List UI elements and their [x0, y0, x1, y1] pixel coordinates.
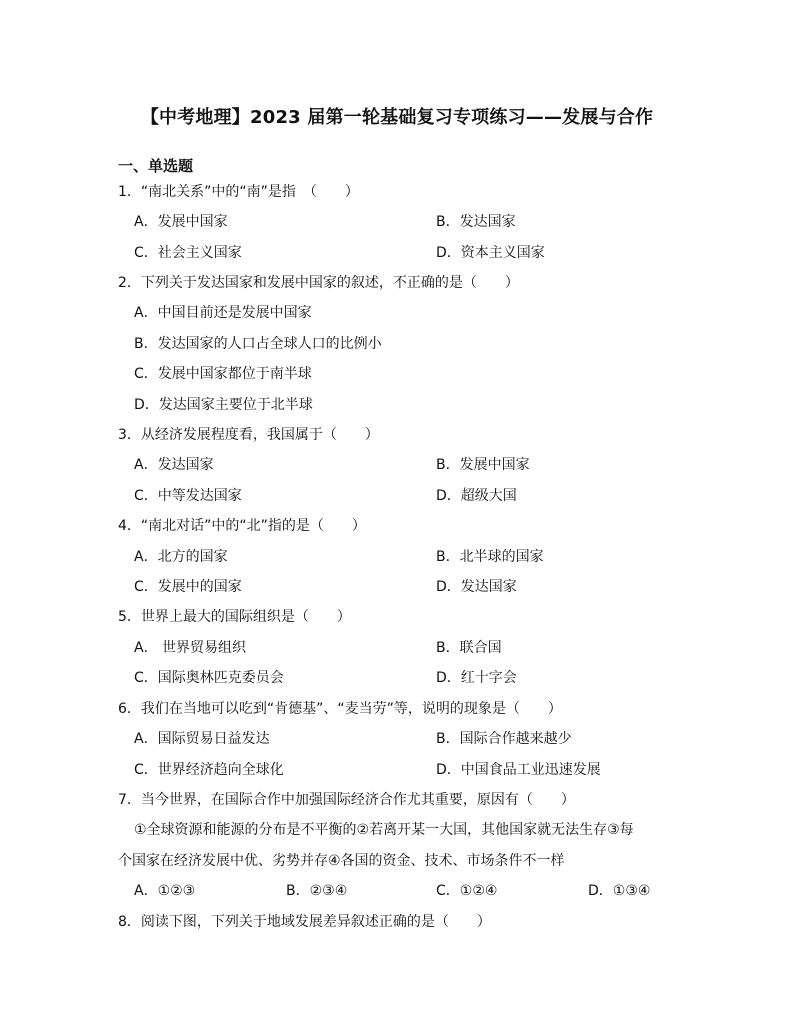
question-2-option-c: C．发展中国家都位于南半球	[134, 366, 312, 382]
question-6-option-b: B．国际合作越来越少	[436, 731, 572, 747]
question-8-stem: 8．阅读下图，下列关于地域发展差异叙述正确的是（ ）	[118, 914, 491, 930]
question-7-stem: 7．当今世界，在国际合作中加强国际经济合作尤其重要，原因有（ ）	[118, 792, 575, 808]
question-6-option-c: C．世界经济趋向全球化	[134, 762, 284, 778]
question-3-option-d: D．超级大国	[436, 488, 517, 504]
question-7-option-d: D．①③④	[588, 883, 651, 899]
question-6-stem: 6．我们在当地可以吃到“肯德基”、“麦当劳”等，说明的现象是（ ）	[118, 701, 562, 717]
question-2-option-d: D．发达国家主要位于北半球	[134, 397, 313, 413]
question-7-option-a: A．①②③	[134, 883, 196, 899]
section-heading: 一、单选题	[118, 157, 194, 175]
question-2-stem: 2．下列关于发达国家和发展中国家的叙述，不正确的是（ ）	[118, 275, 519, 291]
question-7-statement-line-2: 个国家在经济发展中优、劣势并存④各国的资金、技术、市场条件不一样	[118, 853, 565, 869]
question-4-option-c: C．发展中的国家	[134, 579, 242, 595]
question-1-option-b: B．发达国家	[436, 214, 516, 230]
question-1-option-a: A．发展中国家	[134, 214, 228, 230]
question-3-option-a: A．发达国家	[134, 457, 214, 473]
question-4-option-a: A．北方的国家	[134, 549, 228, 565]
question-7-option-c: C．①②④	[436, 883, 498, 899]
question-5-stem: 5．世界上最大的国际组织是（ ）	[118, 609, 351, 625]
question-6-option-d: D．中国食品工业迅速发展	[436, 762, 601, 778]
question-5-option-b: B．联合国	[436, 640, 502, 656]
question-5-option-c: C．国际奥林匹克委员会	[134, 670, 284, 686]
page-title: 【中考地理】2023 届第一轮基础复习专项练习——发展与合作	[140, 107, 654, 128]
question-3-option-c: C．中等发达国家	[134, 488, 242, 504]
question-7-option-b: B．②③④	[286, 883, 348, 899]
question-1-option-c: C．社会主义国家	[134, 245, 242, 261]
question-2-option-b: B．发达国家的人口占全球人口的比例小	[134, 336, 382, 352]
question-4-option-d: D．发达国家	[436, 579, 517, 595]
question-6-option-a: A．国际贸易日益发达	[134, 731, 270, 747]
question-3-option-b: B．发展中国家	[436, 457, 530, 473]
question-5-option-a: A． 世界贸易组织	[134, 640, 247, 656]
question-1-stem: 1．“南北关系”中的“南”是指 （ ）	[118, 184, 359, 200]
question-5-option-d: D．红十字会	[436, 670, 517, 686]
question-2-option-a: A．中国目前还是发展中国家	[134, 305, 312, 321]
question-4-stem: 4．“南北对话”中的“北”指的是（ ）	[118, 518, 366, 534]
question-4-option-b: B．北半球的国家	[436, 549, 544, 565]
question-7-statement-line-1: ①全球资源和能源的分布是不平衡的②若离开某一大国，其他国家就无法生存③每	[134, 822, 634, 838]
question-1-option-d: D．资本主义国家	[436, 245, 545, 261]
question-3-stem: 3．从经济发展程度看，我国属于（ ）	[118, 427, 379, 443]
